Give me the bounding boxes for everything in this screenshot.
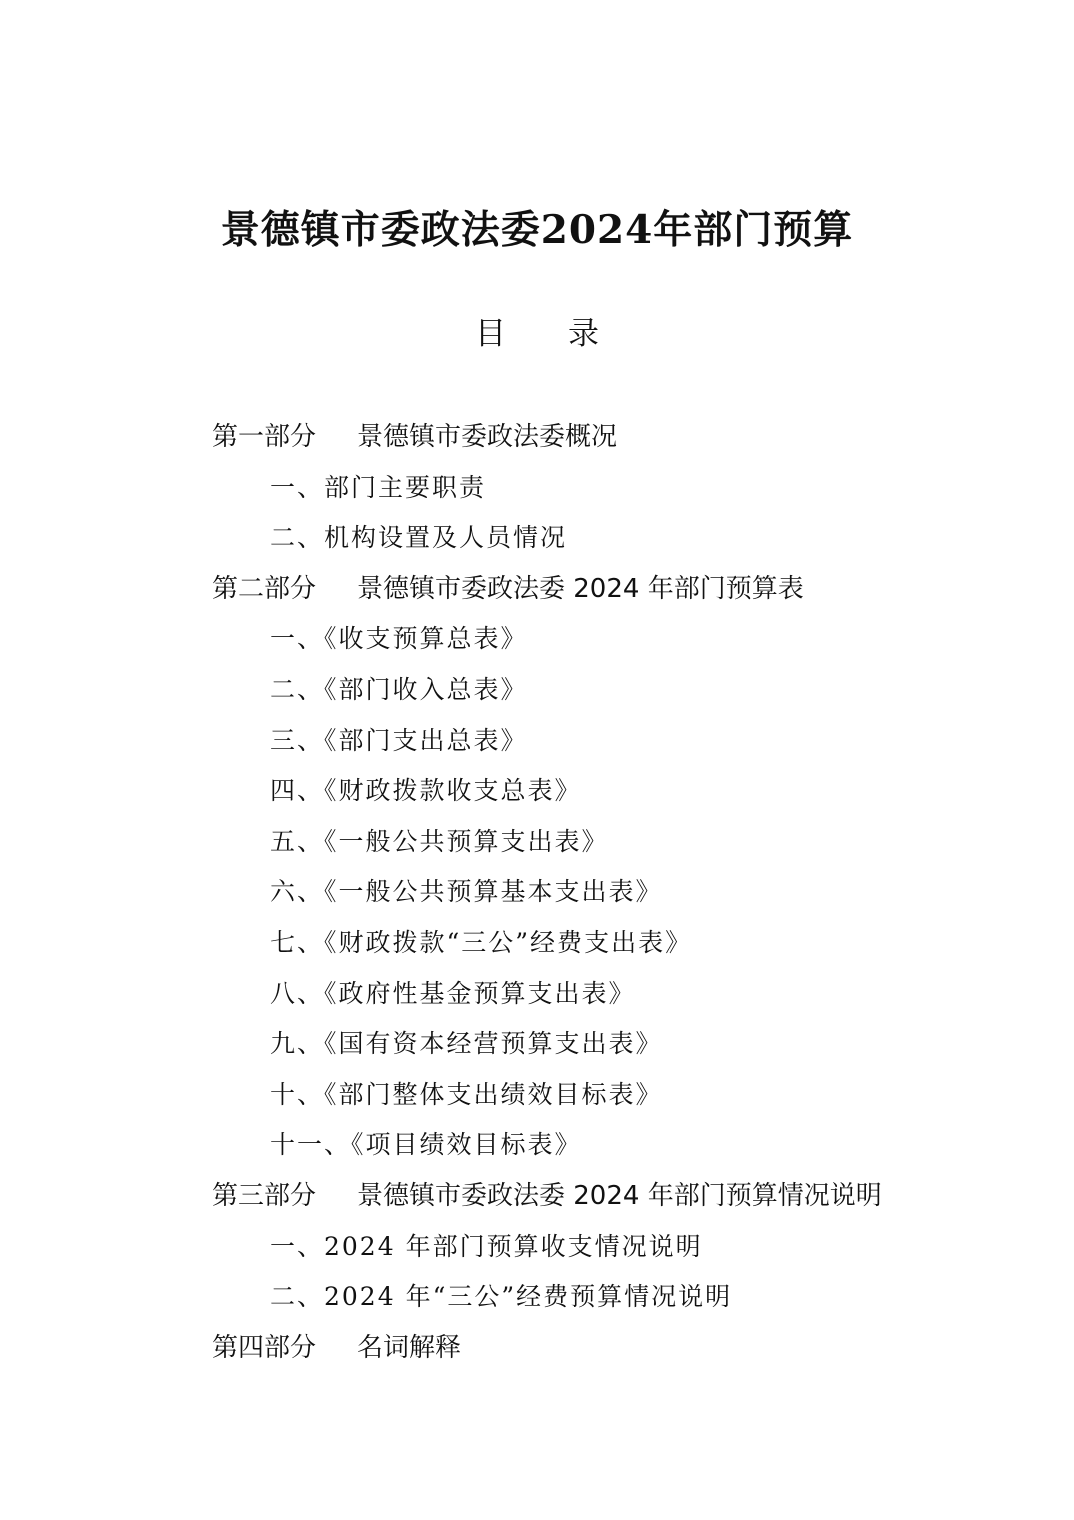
toc-heading [0, 312, 1074, 356]
toc-item: 三、《部门支出总表》 [270, 725, 528, 755]
toc-part-3 [212, 1171, 972, 1222]
toc-part-title: 景德镇市委政法委 2024 年部门预算表 [357, 573, 804, 604]
toc-part-label: 第一部分 [212, 422, 317, 452]
toc-part-title: 景德镇市委政法委概况 [357, 422, 618, 452]
toc-item: 二、机构设置及人员情况 [270, 523, 568, 553]
toc-item: 六、《一般公共预算基本支出表》 [270, 877, 663, 907]
toc-part-label: 第二部分 [212, 573, 317, 604]
toc-item: 一、《收支预算总表》 [270, 624, 528, 654]
toc-item: 一、部门主要职责 [270, 472, 487, 502]
toc-part-4 [212, 1323, 972, 1374]
table-of-contents [212, 412, 972, 1373]
document-title: 景德镇市委政法委2024年部门预算 [220, 207, 854, 253]
toc-part-title: 名词解释 [357, 1332, 462, 1363]
toc-item: 十一、《项目绩效目标表》 [270, 1130, 582, 1160]
toc-part-1 [212, 412, 972, 463]
toc-item: 一、2024 年部门预算收支情况说明 [270, 1231, 703, 1261]
toc-item: 十、《部门整体支出绩效目标表》 [270, 1079, 663, 1109]
toc-part-2 [212, 564, 972, 615]
toc-item: 五、《一般公共预算支出表》 [270, 826, 609, 856]
toc-item: 二、2024 年“三公”经费预算情况说明 [270, 1282, 733, 1312]
toc-item: 九、《国有资本经营预算支出表》 [270, 1029, 663, 1059]
toc-part-label: 第四部分 [212, 1332, 317, 1363]
toc-item: 八、《政府性基金预算支出表》 [270, 978, 636, 1008]
toc-heading-char-1: 目 [475, 316, 506, 352]
toc-heading-char-2: 录 [568, 316, 599, 352]
toc-item: 二、《部门收入总表》 [270, 674, 528, 704]
toc-item: 七、《财政拨款“三公”经费支出表》 [270, 927, 693, 957]
toc-part-title: 景德镇市委政法委 2024 年部门预算情况说明 [357, 1180, 882, 1211]
toc-item: 四、《财政拨款收支总表》 [270, 776, 582, 806]
toc-part-label: 第三部分 [212, 1180, 317, 1211]
